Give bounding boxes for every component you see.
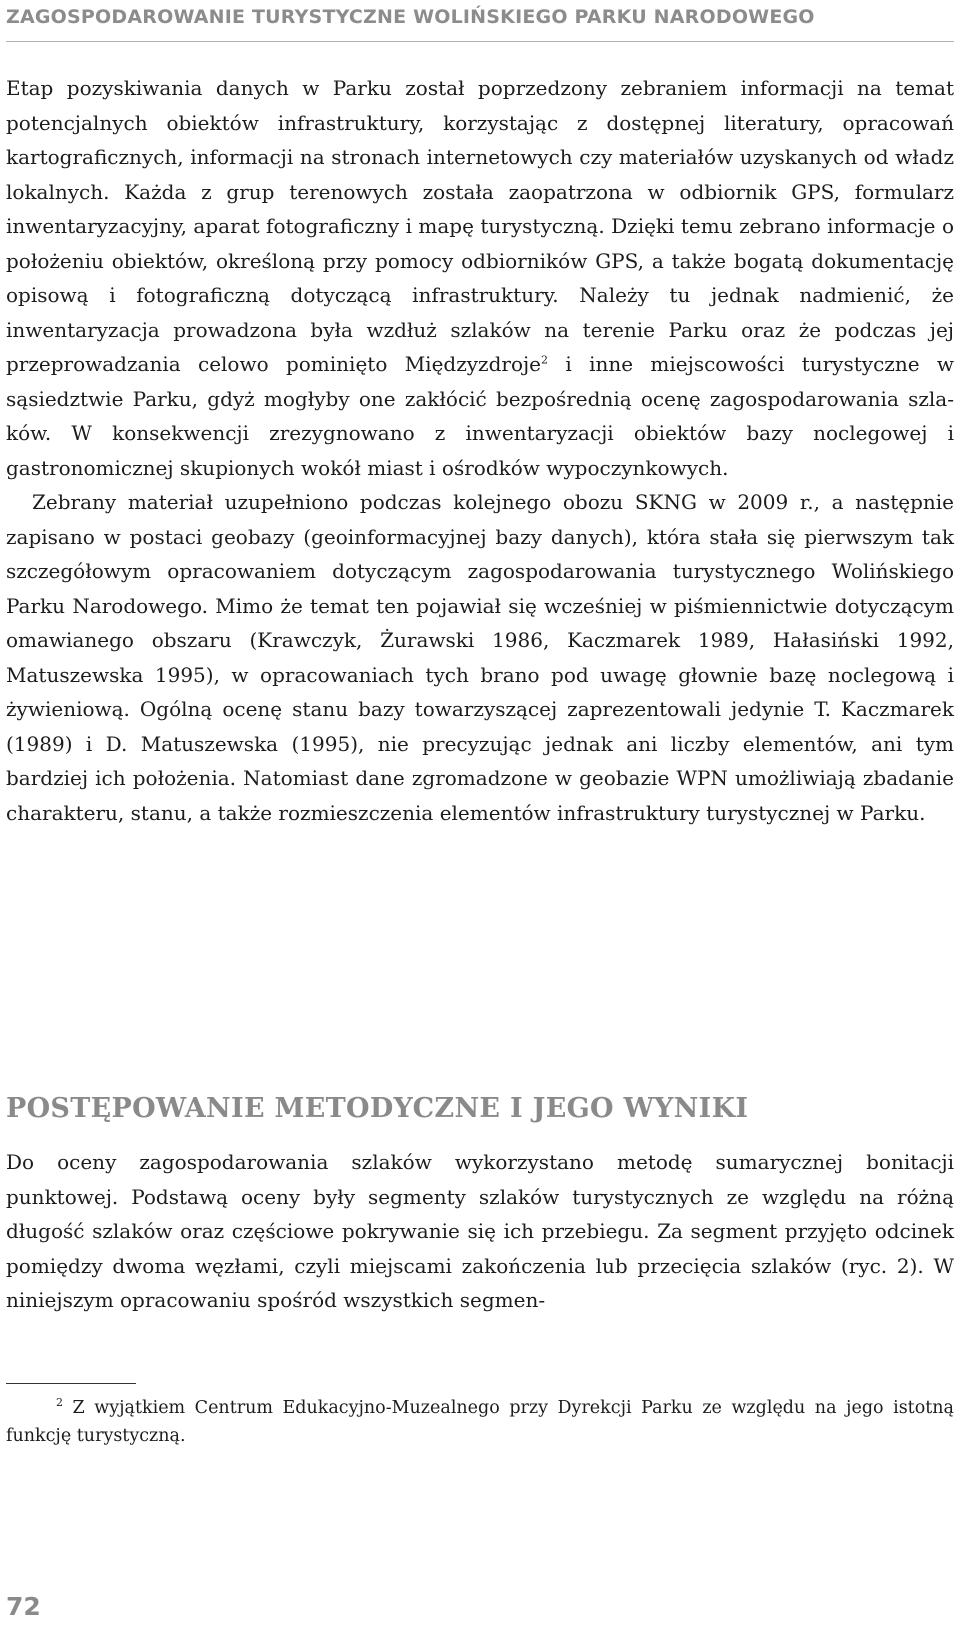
page-number: 72 xyxy=(6,1592,41,1621)
footnote-marker: 2 xyxy=(56,1396,63,1410)
footnote-reference: 2 xyxy=(541,353,549,367)
header-rule xyxy=(6,41,954,42)
footnote-text: Z wyjątkiem Centrum Edukacyjno-Muzealnego przy Dyrekcji Parku ze względu na jego istotną funkcję turystyczną. xyxy=(6,1398,954,1446)
paragraph-method: Do oceny zagospodarowania szlaków wykorzystano metodę sumarycznej bonitacji punktowej. Podstawą oceny były segmenty szlaków turystycznych ze względu na różną długość szlaków oraz częściowe pokrywanie się ich przebiegu. Za segment przyjęto odcinek pomiędzy dwoma węzłami, czyli miejscami zakończenia lub przecięcia szlaków (ryc. 2). W niniejszym opracowaniu spośród wszystkich segmen- xyxy=(6,1150,954,1312)
text-block-intro xyxy=(6,71,954,830)
footnote-rule xyxy=(6,1383,136,1384)
footnote xyxy=(6,1394,954,1450)
running-header: ZAGOSPODAROWANIE TURYSTYCZNE WOLIŃSKIEGO PARKU NARODOWEGO xyxy=(6,6,815,28)
section-heading: POSTĘPOWANIE METODYCZNE I JEGO WYNIKI xyxy=(6,1093,749,1124)
paragraph-data-collection xyxy=(6,71,954,485)
paragraph-text-continued: i inne miejscowości turystyczne w sąsiedztwie Parku, gdyż mogłyby one zakłócić bezpośrednią ocenę zagospodarowania szlaków. W konsekwencji zrezygnowano z inwentaryzacji obiektów bazy noclegowej i gastronomicznej skupionych wokół miast i ośrodków wypoczynkowych. xyxy=(6,352,954,480)
paragraph-text: Etap pozyskiwania danych w Parku został poprzedzony zebraniem informacji na temat potencjalnych obiektów infrastruktury, korzystając z dostępnej literatury, opracowań kartograficznych, informacji na stronach internetowych czy materiałów uzyskanych od władz lokalnych. Każda z grup terenowych została zaopatrzona w odbiornik GPS, formularz inwentaryzacyjny, aparat fotograficzny i mapę turystyczną. Dzięki temu zebrano informacje o położeniu obiektów, określoną przy pomocy odbiorników GPS, a także bogatą dokumentację opisową i fotograficzną dotyczącą infrastruktury. Należy tu jednak nadmienić, że inwentaryzacja prowadzona była wzdłuż szlaków na terenie Parku oraz że podczas jej przeprowadzania celowo pominięto Międzyzdroje xyxy=(6,76,954,376)
text-block-method xyxy=(6,1145,954,1318)
paragraph-geodatabase: Zebrany materiał uzupełniono podczas kolejnego obozu SKNG w 2009 r., a następnie zapisano w postaci geobazy (geoinformacyjnej bazy danych), która stała się pierwszym tak szczegółowym opracowaniem dotyczącym zagospodarowania turystycznego Wolińskiego Parku Narodowego. Mimo że temat ten pojawiał się wcześniej w piśmiennictwie dotyczącym omawianego obszaru (Krawczyk, Żurawski 1986, Kaczmarek 1989, Hałasiński 1992, Matuszewska 1995), w opracowaniach tych brano pod uwagę głownie bazę noclegową i żywieniową. Ogólną ocenę stanu bazy towarzyszącej zaprezentowali jedynie T. Kaczmarek (1989) i D. Matuszewska (1995), nie precyzując jednak ani liczby elementów, ani tym bardziej ich położenia. Natomiast dane zgromadzone w geobazie WPN umożliwiają zbadanie charakteru, stanu, a także rozmieszczenia elementów infrastruktury turystycznej w Parku. xyxy=(6,490,954,825)
